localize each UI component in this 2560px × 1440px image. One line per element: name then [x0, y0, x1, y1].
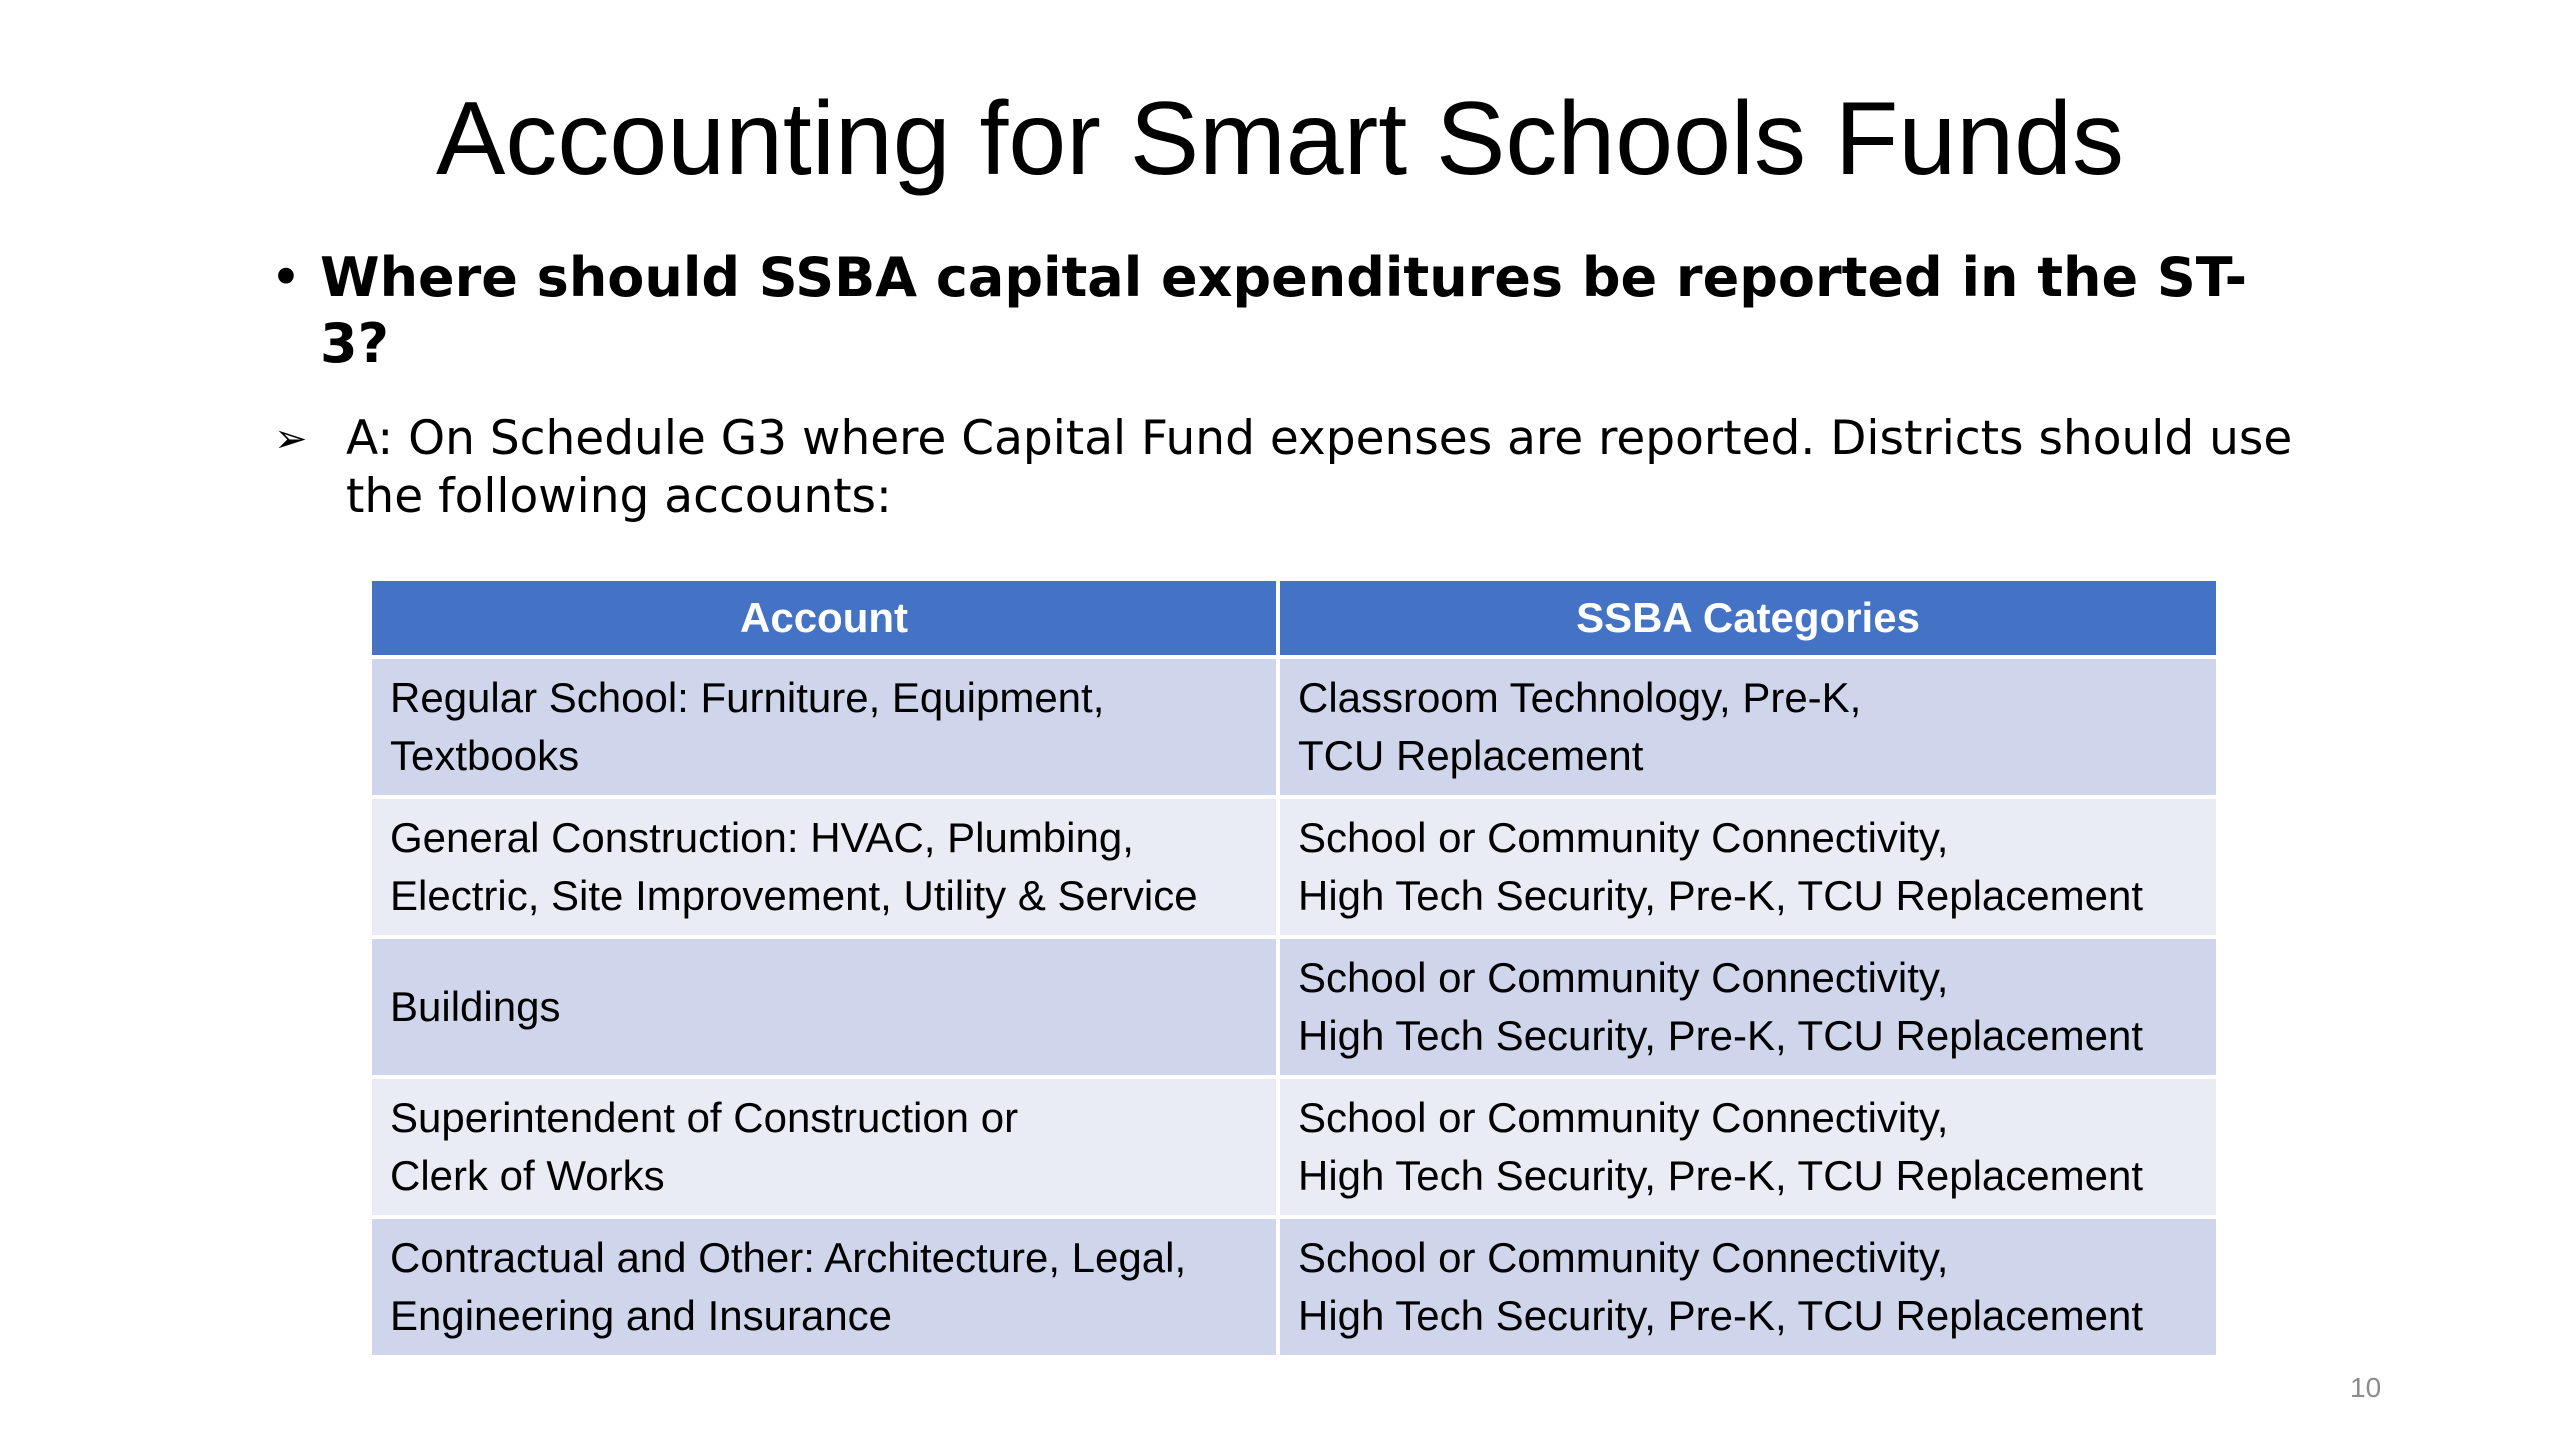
table-row [370, 797, 2218, 937]
header-account: Account [370, 579, 1278, 657]
answer-bullet-point [270, 410, 2300, 526]
slide-title: Accounting for Smart Schools Funds [436, 81, 2124, 197]
bullet-icon: • [270, 246, 302, 309]
table-row [370, 1217, 2218, 1357]
table-row [370, 1077, 2218, 1217]
header-ssba-categories: SSBA Categories [1278, 579, 2218, 657]
categories-cell: School or Community Connectivity, High Tech Security, Pre-K, TCU Replacement [1278, 1077, 2218, 1217]
categories-cell: School or Community Connectivity, High Tech Security, Pre-K, TCU Replacement [1278, 1217, 2218, 1357]
account-cell: Buildings [370, 937, 1278, 1077]
table-row [370, 937, 2218, 1077]
account-cell: Superintendent of Construction or Clerk of Works [370, 1077, 1278, 1217]
question-bullet-point [270, 245, 2280, 377]
account-cell: Contractual and Other: Architecture, Legal, Engineering and Insurance [370, 1217, 1278, 1357]
account-cell: Regular School: Furniture, Equipment, Textbooks [370, 657, 1278, 797]
accounts-table [368, 577, 2220, 1359]
arrow-bullet-icon: ➢ [274, 416, 308, 462]
account-cell: General Construction: HVAC, Plumbing, Electric, Site Improvement, Utility & Service [370, 797, 1278, 937]
answer-text: A: On Schedule G3 where Capital Fund expenses are reported. Districts should use the following accounts: [346, 411, 2293, 524]
table-header-row [370, 579, 2218, 657]
categories-cell: Classroom Technology, Pre-K, TCU Replacement [1278, 657, 2218, 797]
question-text: Where should SSBA capital expenditures be reported in the ST-3? [320, 246, 2248, 375]
categories-cell: School or Community Connectivity, High Tech Security, Pre-K, TCU Replacement [1278, 937, 2218, 1077]
categories-cell: School or Community Connectivity, High Tech Security, Pre-K, TCU Replacement [1278, 797, 2218, 937]
page-number: 10 [2350, 1372, 2382, 1403]
table-row [370, 657, 2218, 797]
